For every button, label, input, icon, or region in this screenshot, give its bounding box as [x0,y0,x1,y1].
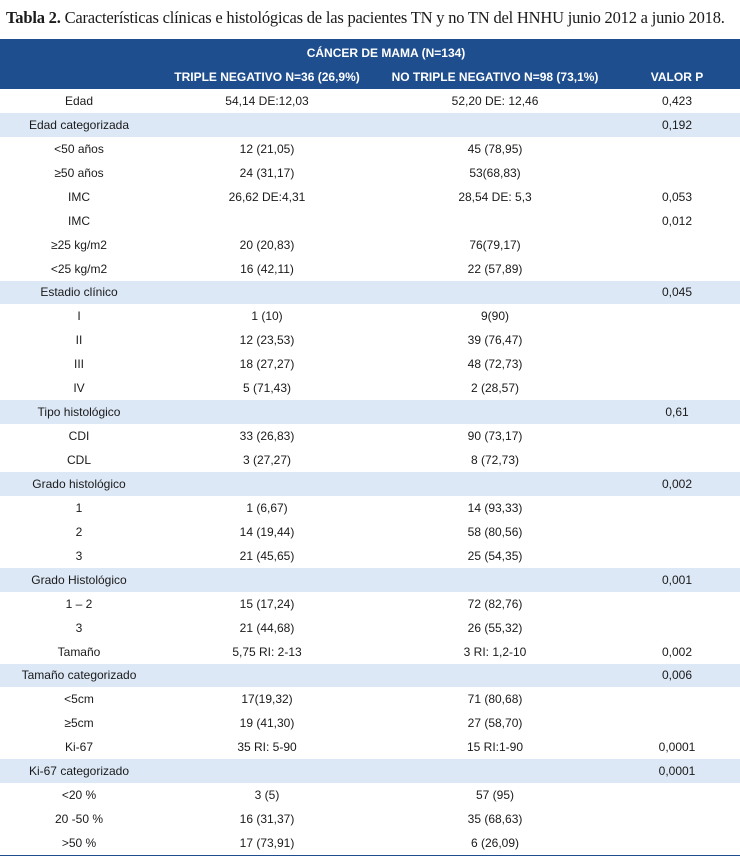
no-triple-negative-value [376,113,614,137]
table-row [0,328,740,352]
p-value: 0,001 [614,568,740,592]
column-header-p-value: VALOR P [614,64,740,89]
p-value: 0,192 [614,113,740,137]
triple-negative-value: 26,62 DE:4,31 [228,189,306,204]
p-value [614,616,740,640]
table-row [0,831,740,855]
p-value [614,496,740,520]
table-row [0,735,740,759]
no-triple-negative-value: 57 (95) [475,788,515,803]
table-row [0,783,740,807]
triple-negative-value: 16 (42,11) [240,261,294,276]
p-value: 0,002 [614,472,740,496]
no-triple-negative-value: 53(68,83) [469,165,521,180]
triple-negative-value: 5 (71,43) [242,381,292,396]
no-triple-negative-value: 71 (80,68) [467,692,523,707]
table-caption [6,3,736,33]
no-triple-negative-value: 45 (78,95) [467,141,523,156]
p-value: 0,012 [662,213,693,228]
row-label: II [75,333,83,348]
no-triple-negative-value [376,209,614,233]
no-triple-negative-value: 52,20 DE: 12,46 [451,93,539,108]
p-value: 0,61 [614,400,740,424]
row-label: Estadio clínico [0,281,158,305]
triple-negative-value: 14 (19,44) [239,524,295,539]
column-header-label [0,64,158,89]
table-row [0,376,740,400]
table-row [0,496,740,520]
p-value: 0,045 [614,281,740,305]
p-value [614,544,740,568]
no-triple-negative-value: 15 RI:1-90 [466,740,524,755]
triple-negative-value [158,472,376,496]
row-label: 3 [75,620,83,635]
table-section-row [0,281,740,305]
no-triple-negative-value: 22 (57,89) [467,261,523,276]
no-triple-negative-value: 39 (76,47) [467,333,523,348]
triple-negative-value: 20 (20,83) [239,237,295,252]
row-label: IMC [68,189,90,204]
row-label: >50 % [0,831,158,855]
triple-negative-value: 15 (17,24) [239,596,295,611]
triple-negative-value: 1 (6,67) [246,500,288,515]
triple-negative-value: 21 (45,65) [239,548,295,563]
no-triple-negative-value: 9(90) [481,309,510,324]
triple-negative-value [158,209,376,233]
table-row [0,137,740,161]
p-value [614,304,740,328]
header-group-title: CÁNCER DE MAMA (N=134) [158,40,614,64]
row-label: IMC [68,213,90,228]
table-row [0,233,740,257]
no-triple-negative-value: 35 (68,63) [467,812,523,827]
no-triple-negative-value: 76(79,17) [469,237,521,252]
triple-negative-value [158,568,376,592]
table-section-row [0,472,740,496]
p-value [614,448,740,472]
row-label: Tipo histológico [0,400,158,424]
row-label: ≥50 años [54,165,104,180]
triple-negative-value [158,281,376,305]
p-value [614,711,740,735]
header-spacer [614,40,740,64]
triple-negative-value [158,113,376,137]
p-value: 0,0001 [614,759,740,783]
triple-negative-value: 12 (23,53) [239,333,295,348]
p-value [614,687,740,711]
p-value [614,520,740,544]
no-triple-negative-value [376,664,614,688]
p-value [614,783,740,807]
p-value [614,257,740,281]
row-label: <25 kg/m2 [50,261,108,276]
no-triple-negative-value [376,568,614,592]
table-section-row [0,759,740,783]
data-table [0,39,740,856]
no-triple-negative-value: 90 (73,17) [467,429,523,444]
table-body [0,89,740,856]
no-triple-negative-value: 72 (82,76) [467,596,523,611]
table-header [0,40,740,89]
p-value [614,137,740,161]
table-row [0,640,740,664]
p-value: 0,423 [662,93,693,108]
header-spacer [0,40,158,64]
triple-negative-value: 3 (27,27) [242,453,292,468]
p-value: 0,0001 [658,740,696,755]
triple-negative-value: 19 (41,30) [239,716,295,731]
triple-negative-value: 35 RI: 5-90 [237,740,297,755]
row-label: III [73,357,84,372]
triple-negative-value: 24 (31,17) [239,165,295,180]
p-value [614,233,740,257]
caption-label: Tabla 2. [6,8,61,27]
row-label: <20 % [61,788,97,803]
no-triple-negative-value: 8 (72,73) [470,453,520,468]
row-label: I [77,309,81,324]
column-header-no-triple-negative: NO TRIPLE NEGATIVO N=98 (73,1%) [376,64,614,89]
triple-negative-value [158,759,376,783]
column-header-triple-negative: TRIPLE NEGATIVO N=36 (26,9%) [158,64,376,89]
no-triple-negative-value: 48 (72,73) [467,357,523,372]
row-label: Tamaño categorizado [0,664,158,688]
no-triple-negative-value: 58 (80,56) [467,524,523,539]
p-value: 0,002 [662,644,693,659]
row-label: ≥5cm [64,716,94,731]
triple-negative-value: 33 (26,83) [239,429,295,444]
no-triple-negative-value: 27 (58,70) [467,716,523,731]
p-value [614,424,740,448]
table-row [0,161,740,185]
row-label: CDI [68,429,90,444]
no-triple-negative-value: 6 (26,09) [376,831,614,855]
table-row [0,304,740,328]
row-label: Edad [64,93,94,108]
row-label: 1 – 2 [65,596,93,611]
row-label: Tamaño [57,644,101,659]
row-label: Edad categorizada [0,113,158,137]
p-value [614,352,740,376]
row-label: <5cm [64,692,94,707]
p-value: 0,006 [614,664,740,688]
table-row [0,424,740,448]
triple-negative-value: 12 (21,05) [239,141,295,156]
row-label: <50 años [54,141,104,156]
triple-negative-value [158,664,376,688]
no-triple-negative-value: 25 (54,35) [467,548,523,563]
p-value [614,161,740,185]
triple-negative-value: 17 (73,91) [158,831,376,855]
table-row [0,209,740,233]
p-value [614,807,740,831]
triple-negative-value: 18 (27,27) [239,357,295,372]
no-triple-negative-value [376,281,614,305]
p-value: 0,053 [662,189,693,204]
table-section-row [0,113,740,137]
p-value [614,376,740,400]
table-row [0,448,740,472]
triple-negative-value: 54,14 DE:12,03 [225,93,309,108]
row-label: CDL [66,453,91,468]
triple-negative-value: 3 (5) [254,788,280,803]
p-value [614,328,740,352]
table-row [0,807,740,831]
table-row [0,185,740,209]
row-label: Ki-67 [64,740,93,755]
p-value [614,831,740,855]
row-label: 1 [75,500,83,515]
no-triple-negative-value: 14 (93,33) [467,500,523,515]
table-row [0,711,740,735]
p-value [614,592,740,616]
table-row [0,89,740,113]
no-triple-negative-value: 28,54 DE: 5,3 [458,189,532,204]
table-row [0,592,740,616]
row-label: Grado Histológico [0,568,158,592]
no-triple-negative-value [376,472,614,496]
table-section-row [0,400,740,424]
table-row [0,257,740,281]
row-label: 3 [75,548,83,563]
table-row [0,352,740,376]
triple-negative-value: 17(19,32) [241,692,293,707]
triple-negative-value: 5,75 RI: 2-13 [232,644,302,659]
row-label: IV [73,381,85,396]
no-triple-negative-value: 26 (55,32) [467,620,523,635]
no-triple-negative-value [376,759,614,783]
caption-text: Características clínicas e histológicas de las pacientes TN y no TN del HNHU junio 2012 a junio 2018. [60,8,725,27]
triple-negative-value: 21 (44,68) [239,620,295,635]
row-label: ≥25 kg/m2 [51,237,107,252]
triple-negative-value: 1 (10) [251,309,283,324]
no-triple-negative-value: 3 RI: 1,2-10 [463,644,527,659]
table-section-row [0,568,740,592]
no-triple-negative-value: 2 (28,57) [470,381,520,396]
table-row [0,687,740,711]
row-label: Ki-67 categorizado [0,759,158,783]
triple-negative-value: 16 (31,37) [239,812,295,827]
row-label: Grado histológico [0,472,158,496]
row-label: 2 [75,524,83,539]
table-section-row [0,664,740,688]
triple-negative-value [158,400,376,424]
table-row [0,616,740,640]
no-triple-negative-value [376,400,614,424]
table-row [0,544,740,568]
row-label: 20 -50 % [54,812,104,827]
table-row [0,520,740,544]
